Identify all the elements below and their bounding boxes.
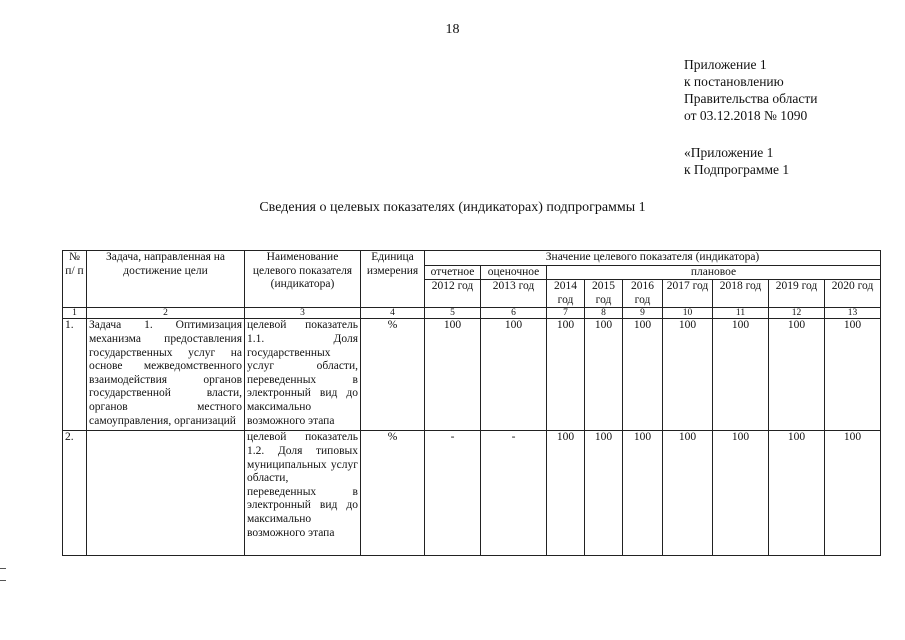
row-unit: %	[361, 319, 425, 431]
header-row	[63, 251, 881, 266]
col-header-year: 2020 год	[825, 280, 881, 308]
column-number: 10	[663, 308, 713, 319]
col-header-task: Задача, направленная на достижение цели	[87, 251, 245, 308]
row-value: -	[425, 431, 481, 556]
appendix-line: Правительства области	[684, 91, 818, 106]
column-number: 3	[245, 308, 361, 319]
column-number: 11	[713, 308, 769, 319]
row-value: 100	[713, 319, 769, 431]
row-value: -	[481, 431, 547, 556]
row-value: 100	[769, 431, 825, 556]
row-value: 100	[825, 431, 881, 556]
appendix-sub-block	[684, 144, 789, 178]
col-header-year: 2013 год	[481, 280, 547, 308]
col-header-indicator: Наименование целевого показателя (индикатора)	[245, 251, 361, 308]
row-unit: %	[361, 431, 425, 556]
col-header-value-group: Значение целевого показателя (индикатора)	[425, 251, 881, 266]
column-number: 1	[63, 308, 87, 319]
table-row	[63, 431, 881, 556]
row-value: 100	[713, 431, 769, 556]
appendix-sub-line: к Подпрограмме 1	[684, 162, 790, 177]
column-number: 7	[547, 308, 585, 319]
row-indicator: целевой показатель 1.1. Доля государственных услуг области, переведенных в электронный вид до максимально возможного этапа	[245, 319, 361, 431]
col-header-year: 2019 год	[769, 280, 825, 308]
col-header-planned: плановое	[547, 265, 881, 280]
column-number: 13	[825, 308, 881, 319]
row-value: 100	[623, 319, 663, 431]
page-number: 18	[445, 22, 460, 37]
col-header-year: 2015 год	[585, 280, 623, 308]
document-title: Сведения о целевых показателях (индикаторах) подпрограммы 1	[259, 200, 646, 215]
row-value: 100	[825, 319, 881, 431]
col-header-year: 2014 год	[547, 280, 585, 308]
row-value: 100	[663, 431, 713, 556]
column-number: 6	[481, 308, 547, 319]
col-header-year: 2018 год	[713, 280, 769, 308]
row-number: 2.	[63, 431, 87, 556]
col-header-unit: Единица измерения	[361, 251, 425, 308]
column-number: 2	[87, 308, 245, 319]
column-number: 8	[585, 308, 623, 319]
row-indicator: целевой показатель 1.2. Доля типовых муниципальных услуг области, переведенных в электронный вид до максимально возможного этапа	[245, 431, 361, 556]
column-number-row	[63, 308, 881, 319]
row-value: 100	[585, 431, 623, 556]
appendix-line: Приложение 1	[684, 57, 767, 72]
col-header-year: 2012 год	[425, 280, 481, 308]
column-number: 4	[361, 308, 425, 319]
row-task	[87, 431, 245, 556]
scan-edge-mark	[0, 568, 6, 569]
col-header-year: 2016 год	[623, 280, 663, 308]
row-value: 100	[585, 319, 623, 431]
row-value: 100	[769, 319, 825, 431]
row-number: 1.	[63, 319, 87, 431]
row-value: 100	[481, 319, 547, 431]
table-row	[63, 319, 881, 431]
indicators-table	[62, 250, 881, 556]
scan-edge-mark	[0, 580, 6, 581]
col-header-reported: отчетное	[425, 265, 481, 280]
col-header-estimated: оценочное	[481, 265, 547, 280]
column-number: 5	[425, 308, 481, 319]
row-value: 100	[547, 319, 585, 431]
row-value: 100	[663, 319, 713, 431]
row-task: Задача 1. Оптимизация механизма предоставления государственных услуг на основе межведомственного взаимодействия органов государственной власти, органов местного самоуправления, организаций	[87, 319, 245, 431]
col-header-year: 2017 год	[663, 280, 713, 308]
column-number: 9	[623, 308, 663, 319]
appendix-line: от 03.12.2018 № 1090	[684, 108, 808, 123]
appendix-line: к постановлению	[684, 74, 784, 89]
row-value: 100	[623, 431, 663, 556]
appendix-sub-line: «Приложение 1	[684, 145, 774, 160]
column-number: 12	[769, 308, 825, 319]
row-value: 100	[425, 319, 481, 431]
col-header-num: № п/ п	[63, 251, 87, 308]
appendix-block	[684, 56, 817, 124]
row-value: 100	[547, 431, 585, 556]
